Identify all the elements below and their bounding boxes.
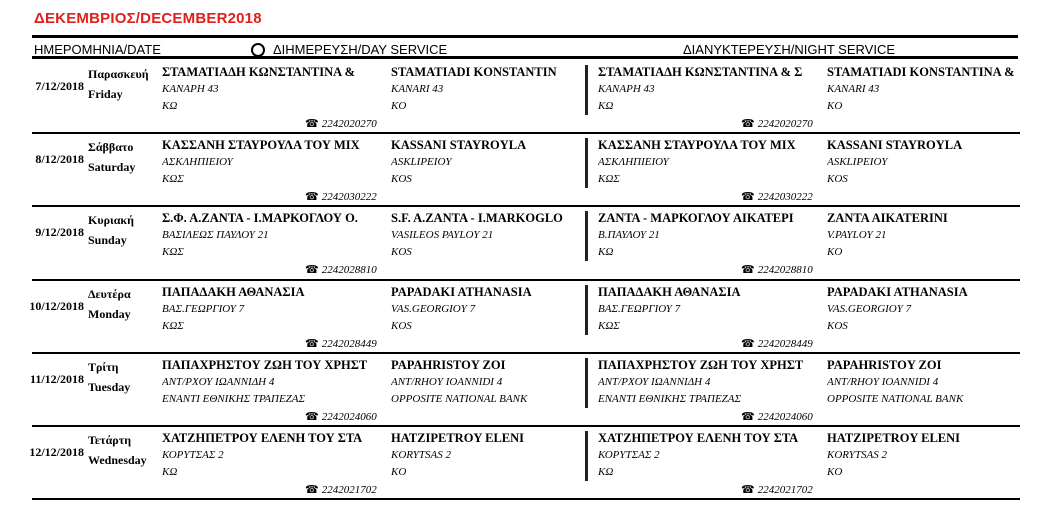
day-pharmacy-city-greek: ΚΩΣ bbox=[162, 173, 184, 186]
night-pharmacy-address-greek: Β.ΠΑΥΛΟΥ 21 bbox=[598, 229, 660, 242]
day-pharmacy-city-greek: ΚΩΣ bbox=[162, 246, 184, 259]
day-pharmacy-phone-number: 2242028449 bbox=[321, 337, 377, 350]
night-pharmacy-city-greek: ΚΩ bbox=[598, 246, 614, 259]
night-pharmacy-city-english: OPPOSITE NATIONAL BANK bbox=[827, 392, 964, 405]
table-row bbox=[0, 61, 1038, 134]
row-weekday-greek: Τρίτη bbox=[88, 359, 119, 374]
day-pharmacy-address-greek: ΑΝΤ/ΡΧΟΥ ΙΩΑΝΝΙΔΗ 4 bbox=[162, 375, 275, 388]
night-pharmacy-address-greek: ΚΟΡΥΤΣΑΣ 2 bbox=[598, 449, 660, 461]
night-pharmacy-address-english: KANARI 43 bbox=[827, 83, 880, 95]
row-weekday-english: Wednesday bbox=[88, 453, 147, 467]
day-pharmacy-phone-number: 2242021702 bbox=[321, 484, 377, 496]
column-divider bbox=[585, 431, 588, 481]
table-header bbox=[32, 35, 1018, 59]
day-pharmacy-phone-number: 2242028810 bbox=[321, 264, 377, 277]
row-weekday-english: Monday bbox=[88, 306, 131, 321]
column-divider bbox=[585, 285, 588, 335]
header-date: ΗΜΕΡΟΜΗΝΙΑ/DATE bbox=[34, 42, 161, 57]
night-pharmacy-phone-number: 2242028810 bbox=[757, 264, 813, 277]
night-pharmacy-address-english: V.PAYLOY 21 bbox=[827, 229, 887, 242]
night-pharmacy-phone-number: 2242028449 bbox=[757, 337, 813, 350]
header-night-service: ΔΙΑΝΥΚΤΕΡΕΥΣΗ/NIGHT SERVICE bbox=[683, 42, 896, 57]
day-pharmacy-address-english: VASILEOS PAYLOY 21 bbox=[391, 229, 494, 242]
night-pharmacy-phone bbox=[741, 117, 813, 130]
row-date: 11/12/2018 bbox=[29, 371, 84, 386]
phone-icon: ☎ bbox=[305, 410, 319, 423]
day-pharmacy-address-greek: ΒΑΣΙΛΕΩΣ ΠΑΥΛΟΥ 21 bbox=[162, 229, 269, 242]
night-pharmacy-city-greek: ΚΩ bbox=[598, 100, 614, 112]
night-pharmacy-city-greek: ΕΝΑΝΤΙ ΕΘΝΙΚΗΣ ΤΡΑΠΕΖΑΣ bbox=[598, 392, 742, 405]
phone-icon: ☎ bbox=[741, 337, 755, 350]
night-pharmacy-city-english: KOS bbox=[827, 173, 848, 186]
night-pharmacy-phone bbox=[741, 337, 813, 350]
day-pharmacy-address-english: ANT/RHOY IOANNIDI 4 bbox=[391, 375, 503, 388]
day-pharmacy-city-english: KOS bbox=[391, 173, 412, 186]
night-pharmacy-city-greek: ΚΩ bbox=[598, 466, 614, 478]
day-pharmacy-name-english: HATZIPETROY ELENI bbox=[391, 431, 525, 445]
header-day-service-label: ΔΙΗΜΕΡΕΥΣΗ/DAY SERVICE bbox=[273, 42, 448, 57]
night-pharmacy-city-greek: ΚΩΣ bbox=[598, 319, 620, 332]
day-pharmacy-phone bbox=[305, 263, 377, 276]
day-pharmacy-address-english: KANARI 43 bbox=[391, 83, 444, 95]
night-pharmacy-phone-number: 2242024060 bbox=[757, 410, 813, 423]
phone-icon: ☎ bbox=[741, 484, 755, 496]
night-pharmacy-name-greek: ΚΑΣΣΑΝΗ ΣΤΑΥΡΟΥΛΑ ΤΟΥ ΜΙΧ bbox=[598, 138, 796, 153]
day-pharmacy-city-greek: ΚΩ bbox=[162, 100, 178, 112]
day-pharmacy-address-english: ASKLIPEIOY bbox=[391, 156, 452, 169]
day-pharmacy-name-greek: ΚΑΣΣΑΝΗ ΣΤΑΥΡΟΥΛΑ ΤΟΥ ΜΙΧ bbox=[162, 138, 360, 153]
night-pharmacy-city-english: KO bbox=[827, 100, 843, 112]
table-row bbox=[0, 354, 1038, 427]
day-pharmacy-city-english: KO bbox=[391, 100, 407, 112]
night-pharmacy-address-greek: ΚΑΝΑΡΗ 43 bbox=[598, 83, 655, 95]
day-pharmacy-phone-number: 2242020270 bbox=[321, 118, 377, 130]
row-date: 12/12/2018 bbox=[29, 445, 84, 459]
night-pharmacy-name-greek: ΖΑΝΤΑ - ΜΑΡΚΟΓΛΟΥ ΑΙΚΑΤΕΡΙ bbox=[598, 211, 794, 226]
day-pharmacy-address-greek: ΚΟΡΥΤΣΑΣ 2 bbox=[162, 449, 224, 461]
night-pharmacy-name-english: KASSANI STAYROYLA bbox=[827, 138, 963, 153]
night-pharmacy-address-english: ASKLIPEIOY bbox=[827, 156, 888, 169]
night-pharmacy-city-greek: ΚΩΣ bbox=[598, 173, 620, 186]
day-pharmacy-address-english: KORYTSAS 2 bbox=[391, 449, 452, 461]
row-separator bbox=[32, 498, 1020, 500]
row-weekday-english: Sunday bbox=[88, 233, 127, 248]
column-divider bbox=[585, 358, 588, 408]
night-pharmacy-address-greek: ΑΝΤ/ΡΧΟΥ ΙΩΑΝΝΙΔΗ 4 bbox=[598, 375, 711, 388]
row-date: 10/12/2018 bbox=[29, 298, 84, 313]
table-row bbox=[0, 427, 1038, 500]
night-pharmacy-phone bbox=[741, 483, 813, 496]
row-weekday-english: Saturday bbox=[88, 160, 136, 175]
night-pharmacy-city-english: KOS bbox=[827, 319, 848, 332]
day-pharmacy-address-greek: ΑΣΚΛΗΠΙΕΙΟΥ bbox=[162, 156, 233, 169]
night-pharmacy-address-english: VAS.GEORGIOY 7 bbox=[827, 302, 912, 315]
day-pharmacy-city-greek: ΚΩΣ bbox=[162, 319, 184, 332]
day-pharmacy-phone bbox=[305, 410, 377, 423]
night-pharmacy-name-english: STAMATIADI KONSTANTINA & bbox=[827, 65, 1015, 79]
night-pharmacy-name-english: ZANTA AIKATERINI bbox=[827, 211, 948, 226]
night-pharmacy-name-english: HATZIPETROY ELENI bbox=[827, 431, 961, 445]
night-pharmacy-phone bbox=[741, 190, 813, 203]
row-weekday-greek: Παρασκευή bbox=[88, 67, 149, 81]
row-weekday-english: Tuesday bbox=[88, 379, 131, 394]
night-pharmacy-name-greek: ΠΑΠΑΧΡΗΣΤΟΥ ΖΩΗ ΤΟΥ ΧΡΗΣΤ bbox=[598, 357, 804, 372]
day-pharmacy-name-english: PAPAHRISTOY ZOI bbox=[391, 357, 506, 372]
phone-icon: ☎ bbox=[305, 118, 319, 130]
table-row bbox=[0, 207, 1038, 280]
phone-icon: ☎ bbox=[741, 191, 755, 204]
phone-icon: ☎ bbox=[305, 337, 319, 350]
row-date: 7/12/2018 bbox=[35, 79, 84, 93]
day-pharmacy-city-english: OPPOSITE NATIONAL BANK bbox=[391, 392, 528, 405]
page-title: ΔΕΚΕΜΒΡΙΟΣ/DECEMBER2018 bbox=[34, 10, 262, 27]
day-pharmacy-city-english: KOS bbox=[391, 319, 412, 332]
column-divider bbox=[585, 65, 588, 115]
night-pharmacy-phone-number: 2242020270 bbox=[757, 118, 813, 130]
row-weekday-greek: Τετάρτη bbox=[88, 433, 132, 447]
day-pharmacy-phone-number: 2242024060 bbox=[321, 410, 377, 423]
night-pharmacy-name-greek: ΣΤΑΜΑΤΙΑΔΗ ΚΩΝΣΤΑΝΤΙΝΑ & Σ bbox=[598, 65, 803, 79]
column-divider bbox=[585, 211, 588, 261]
day-pharmacy-name-english: KASSANI STAYROYLA bbox=[391, 138, 527, 153]
day-pharmacy-name-english: STAMATIADI KONSTANTIN bbox=[391, 65, 557, 79]
day-pharmacy-city-english: KOS bbox=[391, 246, 412, 259]
table-row bbox=[0, 281, 1038, 354]
column-divider bbox=[585, 138, 588, 188]
day-pharmacy-name-english: S.F. A.ZANTA - I.MARKOGLO bbox=[391, 211, 563, 226]
phone-icon: ☎ bbox=[305, 484, 319, 496]
day-pharmacy-city-english: KO bbox=[391, 466, 407, 478]
row-weekday-greek: Σάββατο bbox=[88, 140, 134, 155]
phone-icon: ☎ bbox=[305, 264, 319, 277]
day-pharmacy-phone bbox=[305, 117, 377, 130]
night-pharmacy-name-english: PAPAHRISTOY ZOI bbox=[827, 357, 942, 372]
day-pharmacy-city-greek: ΚΩ bbox=[162, 466, 178, 478]
day-pharmacy-phone-number: 2242030222 bbox=[321, 191, 377, 204]
day-pharmacy-city-greek: ΕΝΑΝΤΙ ΕΘΝΙΚΗΣ ΤΡΑΠΕΖΑΣ bbox=[162, 392, 306, 405]
row-date: 9/12/2018 bbox=[35, 225, 84, 240]
day-pharmacy-address-greek: ΚΑΝΑΡΗ 43 bbox=[162, 83, 219, 95]
row-weekday-greek: Δευτέρα bbox=[88, 286, 131, 301]
row-weekday-greek: Κυριακή bbox=[88, 213, 134, 228]
night-pharmacy-address-greek: ΑΣΚΛΗΠΙΕΙΟΥ bbox=[598, 156, 669, 169]
circle-icon bbox=[251, 43, 265, 57]
phone-icon: ☎ bbox=[741, 264, 755, 277]
day-pharmacy-name-greek: ΠΑΠΑΧΡΗΣΤΟΥ ΖΩΗ ΤΟΥ ΧΡΗΣΤ bbox=[162, 357, 368, 372]
night-pharmacy-phone bbox=[741, 263, 813, 276]
night-pharmacy-phone bbox=[741, 410, 813, 423]
header-day-service bbox=[251, 42, 447, 57]
night-pharmacy-phone-number: 2242030222 bbox=[757, 191, 813, 204]
night-pharmacy-phone-number: 2242021702 bbox=[757, 484, 813, 496]
night-pharmacy-city-english: KO bbox=[827, 246, 843, 259]
night-pharmacy-address-english: KORYTSAS 2 bbox=[827, 449, 888, 461]
phone-icon: ☎ bbox=[305, 191, 319, 204]
day-pharmacy-name-greek: ΠΑΠΑΔΑΚΗ ΑΘΑΝΑΣΙΑ bbox=[162, 284, 305, 299]
day-pharmacy-phone bbox=[305, 190, 377, 203]
row-weekday-english: Friday bbox=[88, 87, 123, 101]
day-pharmacy-address-greek: ΒΑΣ.ΓΕΩΡΓΙΟΥ 7 bbox=[162, 302, 245, 315]
day-pharmacy-name-greek: ΧΑΤΖΗΠΕΤΡΟΥ ΕΛΕΝΗ ΤΟΥ ΣΤΑ bbox=[162, 431, 363, 445]
phone-icon: ☎ bbox=[741, 410, 755, 423]
night-pharmacy-city-english: KO bbox=[827, 466, 843, 478]
night-pharmacy-name-greek: ΠΑΠΑΔΑΚΗ ΑΘΑΝΑΣΙΑ bbox=[598, 284, 741, 299]
day-pharmacy-phone bbox=[305, 337, 377, 350]
night-pharmacy-name-english: PAPADAKI ATHANASIA bbox=[827, 284, 968, 299]
day-pharmacy-name-greek: Σ.Φ. Α.ΖΑΝΤΑ - Ι.ΜΑΡΚΟΓΛΟΥ Ο. bbox=[162, 211, 358, 226]
night-pharmacy-address-english: ANT/RHOY IOANNIDI 4 bbox=[827, 375, 939, 388]
day-pharmacy-phone bbox=[305, 483, 377, 496]
row-date: 8/12/2018 bbox=[35, 152, 84, 167]
night-pharmacy-name-greek: ΧΑΤΖΗΠΕΤΡΟΥ ΕΛΕΝΗ ΤΟΥ ΣΤΑ bbox=[598, 431, 799, 445]
phone-icon: ☎ bbox=[741, 118, 755, 130]
day-pharmacy-name-english: PAPADAKI ATHANASIA bbox=[391, 284, 532, 299]
night-pharmacy-address-greek: ΒΑΣ.ΓΕΩΡΓΙΟΥ 7 bbox=[598, 302, 681, 315]
day-pharmacy-name-greek: ΣΤΑΜΑΤΙΑΔΗ ΚΩΝΣΤΑΝΤΙΝΑ & bbox=[162, 65, 356, 79]
table-row bbox=[0, 134, 1038, 207]
day-pharmacy-address-english: VAS.GEORGIOY 7 bbox=[391, 302, 476, 315]
